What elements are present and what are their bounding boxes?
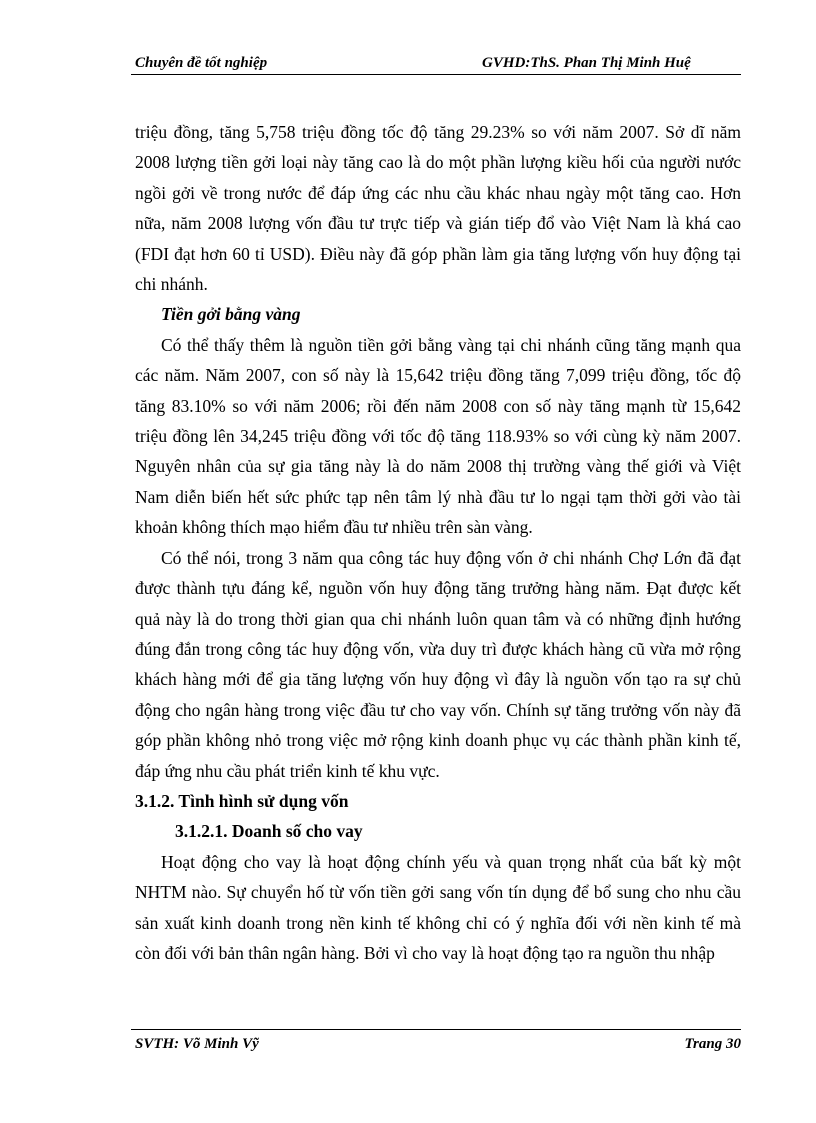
paragraph-lending: Hoạt động cho vay là hoạt động chính yếu và quan trọng nhất của bất kỳ một NHTM nào. Sự chuyển hố từ vốn tiền gởi sang vốn tín dụng để bổ sung cho nhu cầu sản xuất kinh doanh trong nền kinh tế không chỉ có ý nghĩa đối với nền kinh tế mà còn đối với bản thân ngân hàng. Bởi vì cho vay là hoạt động tạo ra nguồn thu nhập bbox=[135, 851, 741, 963]
paragraph-gold-deposits: Có thể thấy thêm là nguồn tiền gởi bằng vàng tại chi nhánh cũng tăng mạnh qua các năm. Năm 2007, con số này là 15,642 triệu đồng tăng 7,099 triệu đồng, tốc độ tăng 83.10% so với năm 2006; rồi đến năm 2008 con số này tăng mạnh từ 15,642 triệu đồng lên 34,245 triệu đồng với tốc độ tăng 118.93% so với cùng kỳ năm 2007. Nguyên nhân của sự gia tăng này là do năm 2008 thị trường vàng thế giới và Việt Nam diễn biến hết sức phức tạp nên tâm lý nhà đầu tư lo ngại tạm thời gởi vào tài khoản không thích mạo hiểm đầu tư nhiều trên sàn vàng. bbox=[135, 334, 741, 538]
page-body bbox=[135, 117, 741, 968]
paragraph-continuation: triệu đồng, tăng 5,758 triệu đồng tốc độ tăng 29.23% so với năm 2007. Sở dĩ năm 2008 lượng tiền gởi loại này tăng cao là do một phần lượng kiều hối của người nước ngồi gởi về trong nước để đáp ứng các nhu cầu khác nhau ngày một tăng cao. Hơn nữa, năm 2008 lượng vốn đầu tư trực tiếp và gián tiếp đổ vào Việt Nam là khá cao (FDI đạt hơn 60 tỉ USD). Điều này đã góp phần làm gia tăng lượng vốn huy động tại chi nhánh. bbox=[135, 122, 741, 295]
footer-student-name: SVTH: Võ Minh Vỹ bbox=[135, 1036, 259, 1052]
section-heading-capital-usage: 3.1.2. Tình hình sử dụng vốn bbox=[135, 790, 349, 811]
header-advisor: GVHD:ThS. Phan Thị Minh Huệ bbox=[482, 55, 691, 71]
footer-page-number: Trang 30 bbox=[684, 1036, 741, 1052]
page-footer bbox=[131, 1029, 741, 1052]
page-header bbox=[131, 52, 741, 75]
subheading-gold-deposits: Tiền gởi bằng vàng bbox=[161, 304, 301, 325]
paragraph-capital-summary: Có thể nói, trong 3 năm qua công tác huy động vốn ở chi nhánh Chợ Lớn đã đạt được thành tựu đáng kể, nguồn vốn huy động tăng trưởng hàng năm. Đạt được kết quả này là do trong thời gian qua chi nhánh luôn quan tâm và có những định hướng đúng đắn trong công tác huy động vốn, vừa duy trì được khách hàng cũ vừa mở rộng khách hàng mới để gia tăng lượng vốn huy động vì đây là nguồn vốn tạo ra sự chủ động cho ngân hàng trong việc đầu tư cho vay vốn. Chính sự tăng trưởng vốn này đã góp phần không nhỏ trong việc mở rộng kinh doanh phục vụ các thành phần kinh tế, đáp ứng nhu cầu phát triển kinh tế khu vực. bbox=[135, 547, 741, 781]
section-heading-loan-volume: 3.1.2.1. Doanh số cho vay bbox=[175, 821, 363, 842]
header-course-title: Chuyên đề tốt nghiệp bbox=[135, 55, 268, 71]
